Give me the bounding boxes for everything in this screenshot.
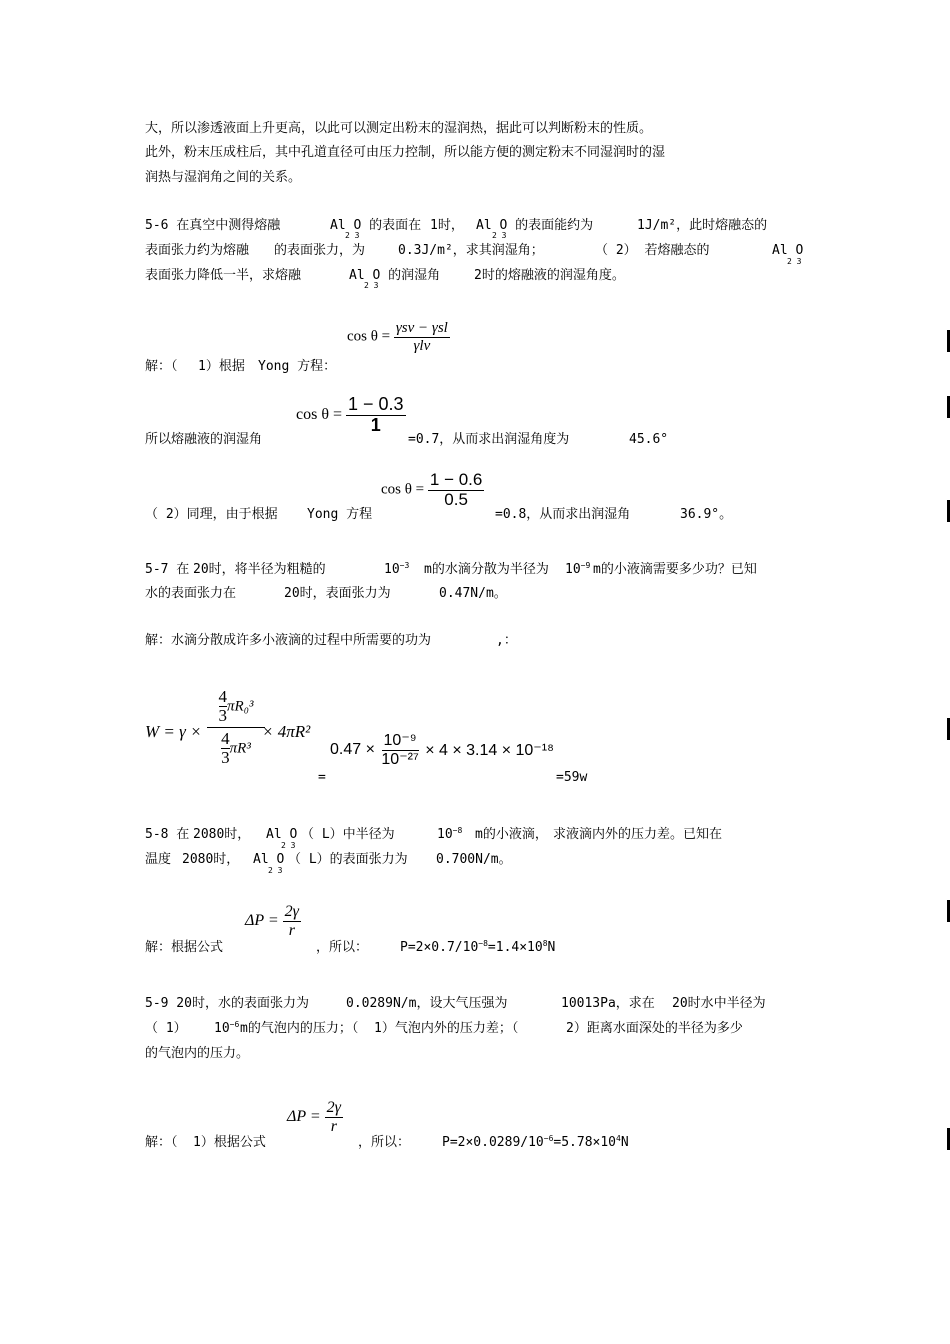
s5-formula [400, 940, 555, 957]
p56-l1-a: 5-6 在真空中测得熔融 [145, 218, 281, 233]
work-d3: πR³ [229, 739, 251, 756]
work-fraction [207, 688, 265, 766]
s6-b: 1）根据公式 [193, 1135, 266, 1150]
equation-2 [296, 395, 406, 436]
p57-l1-e-base: 10 [565, 562, 581, 577]
yong-den: γlv [413, 337, 431, 354]
eqP1-den: r [288, 921, 295, 939]
s6-e-exp: 4 [616, 1134, 621, 1143]
p56-sub-2: 2 3 [492, 231, 507, 240]
p57-l1-e [565, 562, 590, 579]
p56-l2-a: 表面张力约为熔融 [145, 243, 250, 258]
work-rhs [330, 732, 554, 768]
p57-l1-f: m的小液滴需要多少功？已知 [593, 562, 757, 577]
s5-e: N [547, 940, 556, 955]
eqP1-num: 2γ [284, 903, 299, 920]
equation-3 [381, 471, 484, 509]
p58-l2-b: 2080时， [182, 852, 240, 867]
p56-l3-b: Al O 的润湿角 [349, 268, 441, 283]
eqP2-lhs: ΔP = [287, 1107, 321, 1125]
s3-d: 36.9°。 [680, 507, 733, 522]
intro-line-3: 润热与湿润角之间的关系。 [145, 170, 302, 185]
work-n1: 4 [218, 687, 228, 706]
intro-line-1: 大，所以渗透液面上升更高，以此可以测定出粉末的湿润热，据此可以判断粉末的性质。 [145, 121, 653, 136]
s1-c: Yong 方程： [258, 359, 337, 374]
p59-l2-c: m的气泡内的压力；（ [240, 1021, 359, 1036]
eqP2-den: r [330, 1117, 337, 1135]
p58-l1-c: Al O [266, 827, 298, 842]
eqP2-num: 2γ [326, 1099, 341, 1116]
s2-c: 45.6° [629, 432, 669, 447]
work-rhs1: 0.47 × [330, 741, 375, 759]
yong-num: γsv − γsl [395, 320, 448, 336]
p56-sub-1: 2 3 [345, 231, 360, 240]
p58-sub-2: 2 3 [268, 866, 283, 875]
s5-b: ，所以： [316, 940, 369, 955]
yong-lhs: cos θ = [347, 328, 391, 345]
p59-l2-b-base: 10 [214, 1021, 230, 1036]
yong-equation [347, 320, 450, 354]
s5-d-exp: 8 [542, 939, 548, 948]
p58-l1-e [437, 827, 462, 844]
s6-d-exp: −6 [543, 1134, 554, 1143]
p58-l1-e-exp: −8 [452, 826, 463, 835]
p56-l2-b: 的表面张力，为 [274, 243, 366, 258]
p59-l2-b [214, 1021, 239, 1038]
p57-l1-c [384, 562, 409, 579]
s5-c-exp: −8 [478, 939, 488, 948]
p59-l1-a: 5-9 20时，水的表面张力为 [145, 996, 309, 1011]
p57-l2-a: 水的表面张力在 [145, 586, 237, 601]
p59-l2-a: （ 1） [145, 1021, 187, 1036]
eq3-den: 0.5 [444, 489, 468, 509]
p59-l3: 的气泡内的压力。 [145, 1046, 250, 1061]
work-rnum: 10⁻⁹ [383, 732, 417, 749]
eq2-den: 1 [370, 414, 381, 435]
s2-b: =0.7，从而求出润湿角度为 [408, 432, 570, 447]
s5-d: =1.4×10 [487, 940, 543, 955]
p56-l2-d: （ 2） 若熔融态的 [595, 243, 710, 258]
p58-l2-e: 0.700N/m。 [436, 852, 512, 867]
p59-l1-b: 0.0289N/m，设大气压强为 [346, 996, 508, 1011]
p58-l1-d: （ L）中半径为 [301, 827, 395, 842]
p58-l2-a: 温度 [145, 852, 172, 867]
p58-l2-c: Al O [253, 852, 285, 867]
s6-c: ，所以： [358, 1135, 411, 1150]
work-rhs2: × 4 × 3.14 × 10⁻¹⁸ [425, 742, 554, 760]
work-mul: × 4πR² [262, 722, 311, 741]
p58-l1-b: 2080时， [193, 827, 251, 842]
s5-a: 解：根据公式 [145, 940, 224, 955]
p56-l1-e: 1J/m²，此时熔融态的 [637, 218, 768, 233]
p59-l2-b-exp: −6 [229, 1020, 240, 1029]
s6-formula [442, 1135, 629, 1152]
p57-l1-e-exp: −9 [580, 561, 591, 570]
work-n2: 3 [218, 705, 228, 725]
p56-l1-d: Al O 的表面能约为 [476, 218, 594, 233]
s4-b: ,： [496, 633, 517, 648]
p58-sub-1: 2 3 [281, 841, 296, 850]
work-rden: 10⁻²⁷ [381, 750, 419, 768]
p58-l1-g: 求液滴内外的压力差。已知在 [553, 827, 723, 842]
s1-a: 解：（ [145, 359, 178, 374]
p58-l1-f: m的小液滴， [475, 827, 548, 842]
s6-f: N [620, 1135, 629, 1150]
s3-c: =0.8，从而求出润湿角 [495, 507, 631, 522]
work-n3: πR₀³ [227, 698, 254, 715]
eq2-num: 1 − 0.3 [348, 394, 404, 414]
p59-l2-e: 2）距离水面深处的半径为多少 [566, 1021, 743, 1036]
p56-l1-b: Al O 的表面在 [330, 218, 422, 233]
eqP1-lhs: ΔP = [245, 911, 279, 929]
p56-sub-3: 2 3 [787, 257, 802, 266]
intro-line-2: 此外，粉末压成柱后，其中孔道直径可由压力控制，所以能方便的测定粉末不同湿润时的湿 [145, 145, 666, 160]
work-d2: 3 [221, 747, 230, 767]
s2-a: 所以熔融液的润湿角 [145, 432, 263, 447]
p56-l1-c: 1时， [430, 218, 464, 233]
s3-b: Yong 方程 [307, 507, 373, 522]
p57-l2-b: 20时，表面张力为 [284, 586, 391, 601]
p58-l1-a: 5-8 在 [145, 827, 190, 842]
s6-a: 解：（ [145, 1135, 178, 1150]
p57-l2-c: 0.47N/m。 [439, 586, 507, 601]
work-d1: 4 [221, 728, 230, 748]
p58-l1-e-base: 10 [437, 827, 453, 842]
p57-l1-b: 20时，将半径为粗糙的 [193, 562, 326, 577]
p56-sub-4: 2 3 [364, 281, 379, 290]
p58-l2-d: （ L）的表面张力为 [288, 852, 408, 867]
p57-l1-d: m的水滴分散为半径为 [424, 562, 549, 577]
eq3-num: 1 − 0.6 [429, 470, 483, 489]
eq2-lhs: cos θ = [296, 405, 343, 423]
s3-a: （ 2）同理，由于根据 [145, 507, 278, 522]
p57-l1-c-base: 10 [384, 562, 400, 577]
s4-a: 解：水滴分散成许多小液滴的过程中所需要的功为 [145, 633, 432, 648]
s5-c: P=2×0.7/10 [400, 940, 479, 955]
p59-l1-d: 20时水中半径为 [672, 996, 766, 1011]
eq3-lhs: cos θ = [381, 481, 425, 498]
pressure-equation-1 [245, 903, 301, 939]
s6-d: P=2×0.0289/10 [442, 1135, 544, 1150]
s1-b: 1）根据 [198, 359, 245, 374]
p56-l2-c: 0.3J/m²，求其润湿角； [398, 243, 544, 258]
p59-l1-c: 10013Pa，求在 [561, 996, 655, 1011]
s6-e: =5.78×10 [553, 1135, 617, 1150]
work-result: =59w [556, 770, 588, 785]
p56-l3-a: 表面张力降低一半，求熔融 [145, 268, 302, 283]
p56-l2-e: Al O [772, 243, 804, 258]
pressure-equation-2 [287, 1099, 343, 1135]
p56-l3-c: 2时的熔融液的润湿角度。 [474, 268, 625, 283]
p57-l1-c-exp: −3 [399, 561, 410, 570]
work-eq: = [318, 770, 326, 785]
work-lhs: W = γ × [145, 722, 202, 741]
p59-l2-d: 1）气泡内外的压力差；（ [374, 1021, 519, 1036]
p57-l1-a: 5-7 在 [145, 562, 190, 577]
